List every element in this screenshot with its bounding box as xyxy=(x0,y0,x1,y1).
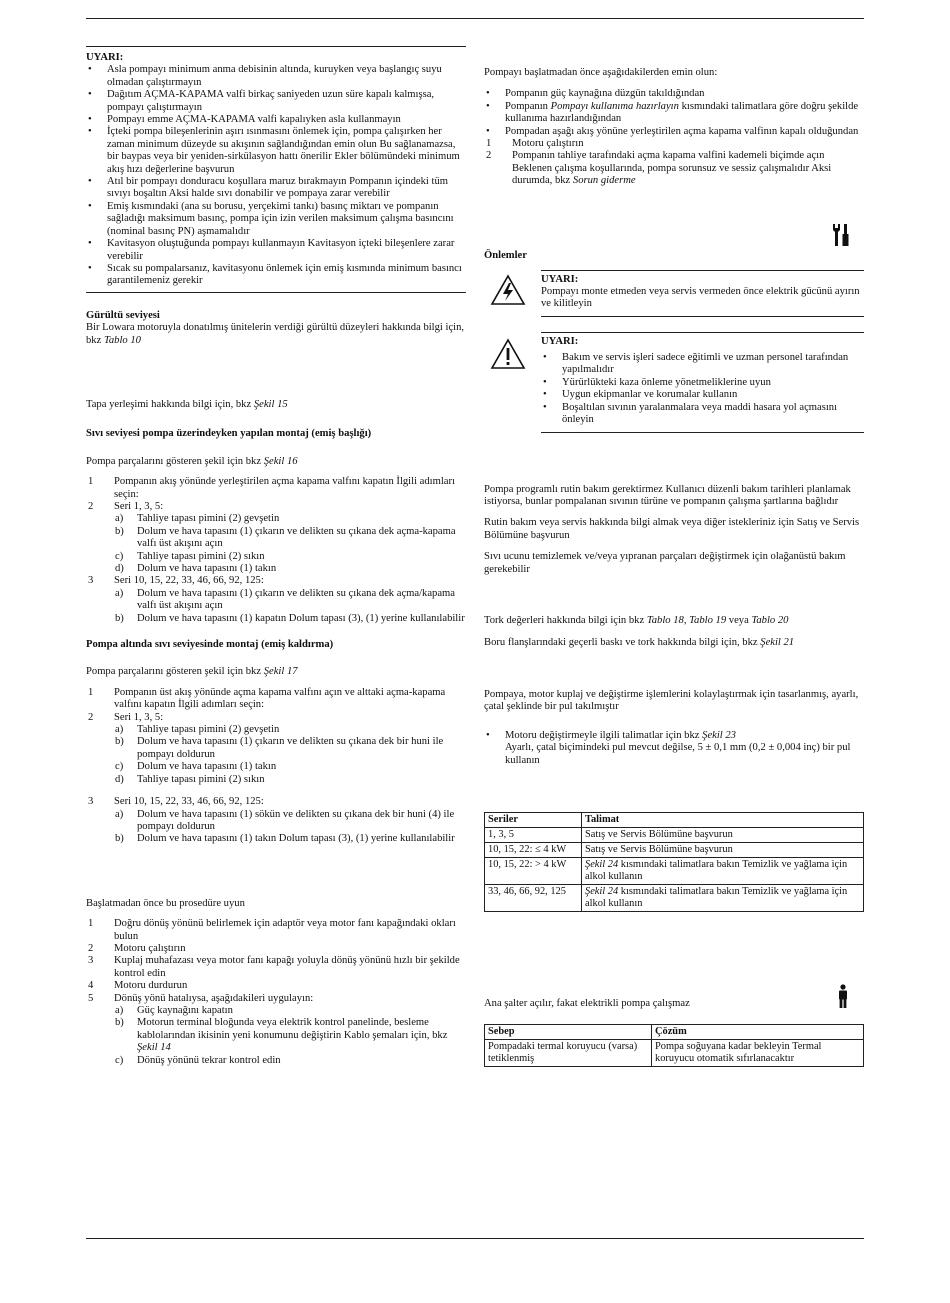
mount2-intro: Pompa parçalarını gösteren şekil için bkz Şekil 17 xyxy=(86,666,298,678)
noise-text: Bir Lowara motoruyla donatılmış ünitelerin verdiği gürültü düzeyleri hakkında bilgi için, bkz Tablo 10 xyxy=(86,322,465,346)
list-number: a) xyxy=(115,808,124,820)
mount1-title: Sıvı seviyesi pompa üzerindeyken yapılan montaj (emiş başlığı) xyxy=(86,428,372,440)
list-item xyxy=(86,724,466,736)
mount1-steps xyxy=(86,476,466,625)
list-item xyxy=(86,955,466,980)
list-item xyxy=(86,833,466,845)
list-number: 2 xyxy=(88,500,94,512)
list-number: b) xyxy=(115,525,124,537)
list-item xyxy=(86,513,466,525)
list-text: Seri 1, 3, 5: xyxy=(114,711,164,723)
cell-text: Satış ve Servis Bölümüne başvurun xyxy=(585,828,733,840)
warning-text: Pompayı monte etmeden veya servis vermeden önce elektrik gücünü ayırın ve kilitleyin xyxy=(541,286,860,310)
cell-text: kısmındaki talimatlara bakın Temizlik ve yağlama için alkol kullanın xyxy=(585,858,848,882)
list-item: • Asla pompayı minimum anma debisinin altında, kuruyken veya başlangıç suyu olmadan çalıştırmayın xyxy=(86,64,466,89)
maintenance-p2: Rutin bakım veya servis hakkında bilgi almak veya diğer istekleriniz için Satış ve Servis Bölümüne başvurun xyxy=(484,517,860,541)
list-number: a) xyxy=(115,724,124,736)
table-row xyxy=(485,842,864,857)
bottom-rule xyxy=(86,1238,864,1239)
right-column xyxy=(484,46,864,1067)
list-number: 2 xyxy=(88,711,94,723)
list-item xyxy=(86,588,466,613)
table-header-row xyxy=(485,812,864,827)
list-item xyxy=(86,1005,466,1017)
table-header: Sebep xyxy=(485,1024,652,1039)
table-cell: 10, 15, 22: > 4 kW xyxy=(485,857,582,884)
cell-text: kısmındaki talimatlara bakın Temizlik ve yağlama için alkol kullanın xyxy=(585,885,848,909)
warning-title: UYARI: xyxy=(86,52,124,63)
noise-title: Gürültü seviyesi xyxy=(86,309,160,321)
list-number: b) xyxy=(115,833,124,845)
list-item xyxy=(86,501,466,513)
list-item xyxy=(86,1055,466,1067)
list-text: Tahliye tapası pimini (2) gevşetin xyxy=(137,513,280,525)
list-text: Dönüş yönünü tekrar kontrol edin xyxy=(137,1054,281,1066)
list-text: Dolum ve hava tapasını (1) takın Dolum tapası (3), (1) yerine kullanılabilir xyxy=(137,833,455,845)
list-number: d) xyxy=(115,773,124,785)
list-item: 3 Seri 10, 15, 22, 33, 46, 66, 92, 125: xyxy=(88,575,264,587)
list-number: b) xyxy=(115,736,124,748)
list-text: Pompanın akış yönünde yerleştirilen açma kapama valfını kapatın İlgili adımları seçin: xyxy=(114,476,455,500)
warning-list xyxy=(86,64,466,287)
list-text: Tahliye tapası pimini (2) gevşetin xyxy=(137,724,280,736)
list-item: • Pompadan aşağı akış yönüne yerleştirilen açma kapama valfinın kapalı olduğundan xyxy=(484,126,864,138)
list-text: Güç kaynağını kapatın xyxy=(137,1004,233,1016)
list-item: • Sıcak su pompalarsanız, kavitasyonu önlemek için emiş kısmında minimum basıncı garantilemeniz gerekir xyxy=(86,263,466,288)
list-item: • İçteki pompa bileşenlerinin aşırı ısınmasını önlemek için, pompa çalışırken her zaman minimum düzeyde su akışının sağlandığından emin olun Bu sağlanamazsa, bir baypas veya bir yeniden-sirkülasyon hattı önerilir Ekler bölümündeki minimum akış hızı değerlerine başvurun xyxy=(86,126,466,176)
series-table xyxy=(484,812,864,912)
list-item: • Yürürlükteki kaza önleme yönetmeliklerine uyun xyxy=(541,377,864,389)
table-cell xyxy=(582,842,864,857)
list-item: • Motoru değiştirmeyle ilgili talimatlar için bkz Şekil 23 Ayarlı, çatal biçimindeki pul mevcut değilse, 5 ± 0,1 mm (0,2 ± 0,004 inç) bir pul kullanın xyxy=(484,730,864,767)
list-number: 5 xyxy=(88,992,94,1004)
list-item xyxy=(86,774,466,786)
list-text: Dolum ve hava tapasını (1) çıkarın ve delikten su çıkana dek bir huni ile pompayı doldurun xyxy=(137,736,444,760)
list-item: • Dağıtım AÇMA-KAPAMA valfi birkaç saniyeden uzun süre kapalı kalmışsa, pompayı çalıştırmayın xyxy=(86,89,466,114)
table-row xyxy=(485,827,864,842)
list-item: • Pompayı emme AÇMA-KAPAMA valfi kapalıyken asla kullanmayın xyxy=(86,114,466,126)
mount2-steps xyxy=(86,687,466,846)
figure-ref: Şekil 24 xyxy=(585,885,619,897)
table-cell xyxy=(582,857,864,884)
list-text: Dolum ve hava tapasını (1) çıkarın ve delikten su çıkana dek açma-kapama valfı üst akışını açın xyxy=(137,525,456,550)
list-number: a) xyxy=(115,513,124,525)
plug-text: Tapa yerleşimi hakkında bilgi için, bkz Şekil 15 xyxy=(86,398,288,410)
maintenance-p1: Pompa programlı rutin bakım gerektirmez Kullanıcı düzenli bakım tarihleri planlamak istiyorsa, bunlar pompalanan sıvının türüne ve pompanın çalışma şartlarına bağlıdır xyxy=(484,483,851,508)
motor-intro: Pompaya, motor kuplaj ve değiştirme işlemlerini kolaylaştırmak için tasarlanmış, ayarlı, çatal şeklinde bir pul takılmıştır xyxy=(484,688,859,713)
torque-text: Tork değerleri hakkında bilgi için bkz Tablo 18, Tablo 19 veya Tablo 20 xyxy=(484,615,789,627)
list-text: Tahliye tapası pimini (2) sıkın xyxy=(137,773,265,785)
list-number: 2 xyxy=(88,942,94,954)
warning-icon xyxy=(490,338,526,370)
precautions-header xyxy=(484,222,864,262)
list-text: Dolum ve hava tapasını (1) çıkarın ve delikten su çıkana dek açma/kapama valfı üst akışını açın xyxy=(137,587,455,612)
list-text: Seri 1, 3, 5: xyxy=(114,500,164,512)
list-number: 1 xyxy=(88,476,94,488)
list-text: Dolum ve hava tapasını (1) kapatın Dolum tapası (3), (1) yerine kullanılabilir xyxy=(137,612,465,624)
flange-text: Boru flanşlarındaki geçerli baskı ve tork hakkında bilgi için, bkz Şekil 21 xyxy=(484,636,795,648)
top-rule xyxy=(86,18,864,19)
list-text: Kuplaj muhafazası veya motor fanı kapağı yoluyla dönüş yönünü hızlı bir şekilde kontrol edin xyxy=(114,955,460,979)
maintenance-p3: Sıvı ucunu temizlemek ve/veya yıpranan parçaları değiştirmek için olağanüstü bakım gerekebilir xyxy=(484,551,846,575)
table-header: Seriler xyxy=(485,812,582,827)
table-cell: Pompadaki termal koruyucu (varsa) tetiklenmiş xyxy=(485,1039,652,1066)
table-cell: 33, 46, 66, 92, 125 xyxy=(485,884,582,911)
list-item xyxy=(86,980,466,992)
list-number: c) xyxy=(115,1054,124,1066)
list-number: c) xyxy=(115,761,124,773)
mount2-title: Pompa altında sıvı seviyesinde montaj (emiş kaldırma) xyxy=(86,639,334,651)
list-item xyxy=(86,993,466,1005)
list-item: • Atıl bir pompayı donduracu koşullara maruz bırakmayın Pompanın içindeki tüm sıvıyı boşaltın Aksi halde sıvı donabilir ve pompaya zarar verebilir xyxy=(86,176,466,201)
list-item xyxy=(86,736,466,761)
list-text: Motoru durdurun xyxy=(114,980,188,992)
warning-title: UYARI: xyxy=(541,335,579,347)
list-item xyxy=(86,712,466,724)
list-number: 1 xyxy=(88,686,94,698)
start-bullets xyxy=(484,88,864,187)
list-item xyxy=(86,809,466,834)
list-number: a) xyxy=(115,587,124,599)
mount1-intro: Pompa parçalarını gösteren şekil için bkz Şekil 16 xyxy=(86,455,298,467)
rotation-intro: Başlatmadan önce bu prosedüre uyun xyxy=(86,897,245,909)
list-item: 2 Pompanın tahliye tarafındaki açma kapama valfini kademeli biçimde açın Beklenen çalışma koşullarında, pompa sorunsuz ve sessiz çalışmalıdır Aksi durumda, bkz Sorun giderme xyxy=(486,150,832,187)
person-icon xyxy=(836,984,850,1008)
list-item: 1 Motoru çalıştırın xyxy=(486,138,584,150)
table-cell: 10, 15, 22: ≤ 4 kW xyxy=(485,842,582,857)
list-number: a) xyxy=(115,1004,124,1016)
list-item: • Pompanın güç kaynağına düzgün takıldığından xyxy=(484,88,864,100)
trouble-table xyxy=(484,1024,864,1067)
list-text: Motorun terminal bloğunda veya elektrik kontrol panelinde, besleme kablolarından ikisinin yeni konumunu değiştirin Kablo şemaları için, bkz xyxy=(137,1017,448,1041)
list-item: • Uygun ekipmanlar ve korumalar kullanın xyxy=(541,389,864,401)
warning-box xyxy=(86,46,466,293)
list-item xyxy=(86,613,466,625)
start-intro: Pompayı başlatmadan önce aşağıdakilerden emin olun: xyxy=(484,67,718,78)
motor-bullets xyxy=(484,730,864,767)
precautions-title: Önlemler xyxy=(484,249,527,261)
list-item: 3 Seri 10, 15, 22, 33, 46, 66, 92, 125: xyxy=(88,796,264,808)
list-item: • Bakım ve servis işleri sadece eğitimli ve uzman personel tarafından yapılmalıdır xyxy=(541,352,864,377)
table-cell: 1, 3, 5 xyxy=(485,827,582,842)
list-item xyxy=(86,761,466,773)
rotation-steps xyxy=(86,918,466,1067)
list-text: Pompanın üst akış yönünde açma kapama valfını açın ve alttaki açma-kapama valfını kapatın İlgili adımları seçin: xyxy=(114,686,446,711)
list-item: • Emiş kısmındaki (ana su borusu, yerçekimi tankı) basınç miktarı ve pompanın sağladığı maksimum basınç, pompa için izin verilen maksimum çalışma basıncını (nominal basınç PN) aşmamalıdır xyxy=(86,201,466,238)
list-text: Dolum ve hava tapasını (1) sökün ve delikten su çıkana dek bir huni (4) ile pompayı doldurun xyxy=(137,808,455,832)
list-text: Dolum ve hava tapasını (1) takın xyxy=(137,761,277,773)
list-item xyxy=(86,526,466,551)
table-header: Çözüm xyxy=(652,1024,864,1039)
electric-warning xyxy=(484,270,864,320)
table-cell xyxy=(582,827,864,842)
table-cell: Pompa soğuyana kadar bekleyin Termal koruyucu otomatik sıfırlanacaktır xyxy=(652,1039,864,1066)
list-item: • Pompanın Pompayı kullanıma hazırlayın kısmındaki talimatlara göre doğru şekilde kullanıma hazırlandığından xyxy=(484,101,864,126)
list-number: 3 xyxy=(88,955,94,967)
list-number: d) xyxy=(115,563,124,574)
list-number: c) xyxy=(115,550,124,562)
list-item: • Boşaltılan sıvının yaralanmalara veya maddi hasara yol açmasını önleyin xyxy=(541,402,864,427)
list-text: Tahliye tapası pimini (2) sıkın xyxy=(137,550,265,562)
list-text: Dönüş yönü hatalıysa, aşağıdakileri uygulayın: xyxy=(114,992,314,1004)
figure-ref: Şekil 14 xyxy=(137,1042,171,1054)
table-row xyxy=(485,1039,864,1066)
list-text: Motoru çalıştırın xyxy=(114,942,186,954)
table-row xyxy=(485,857,864,884)
list-text: Doğru dönüş yönünü belirlemek için adaptör veya motor fanı kapağındaki okları bulun xyxy=(114,918,456,942)
table-header: Talimat xyxy=(582,812,864,827)
list-number: b) xyxy=(115,612,124,624)
list-item xyxy=(86,476,466,501)
figure-ref: Şekil 24 xyxy=(585,858,619,870)
list-text: Dolum ve hava tapasını (1) takın xyxy=(137,563,277,574)
list-item xyxy=(86,687,466,712)
cell-text: Satış ve Servis Bölümüne başvurun xyxy=(585,843,733,855)
troubleshooting-header xyxy=(484,984,864,1016)
warning-title: UYARI: xyxy=(541,273,579,285)
trouble-text: Ana şalter açılır, fakat elektrikli pompa çalışmaz xyxy=(484,997,690,1009)
list-item xyxy=(86,918,466,943)
list-number: 4 xyxy=(88,980,94,992)
general-warning xyxy=(484,332,864,444)
list-number: 1 xyxy=(88,918,94,930)
table-header-row xyxy=(485,1024,864,1039)
list-item xyxy=(86,551,466,563)
list-item xyxy=(86,563,466,575)
table-row xyxy=(485,884,864,911)
left-column xyxy=(86,46,466,1067)
list-number: b) xyxy=(115,1017,124,1029)
table-cell xyxy=(582,884,864,911)
tools-icon xyxy=(830,222,852,248)
list-item: • Kavitasyon oluştuğunda pompayı kullanmayın Kavitasyon içteki bileşenlere zarar verebilir xyxy=(86,238,466,263)
electric-hazard-icon xyxy=(490,274,526,306)
list-item xyxy=(86,1017,466,1054)
list-item xyxy=(86,943,466,955)
